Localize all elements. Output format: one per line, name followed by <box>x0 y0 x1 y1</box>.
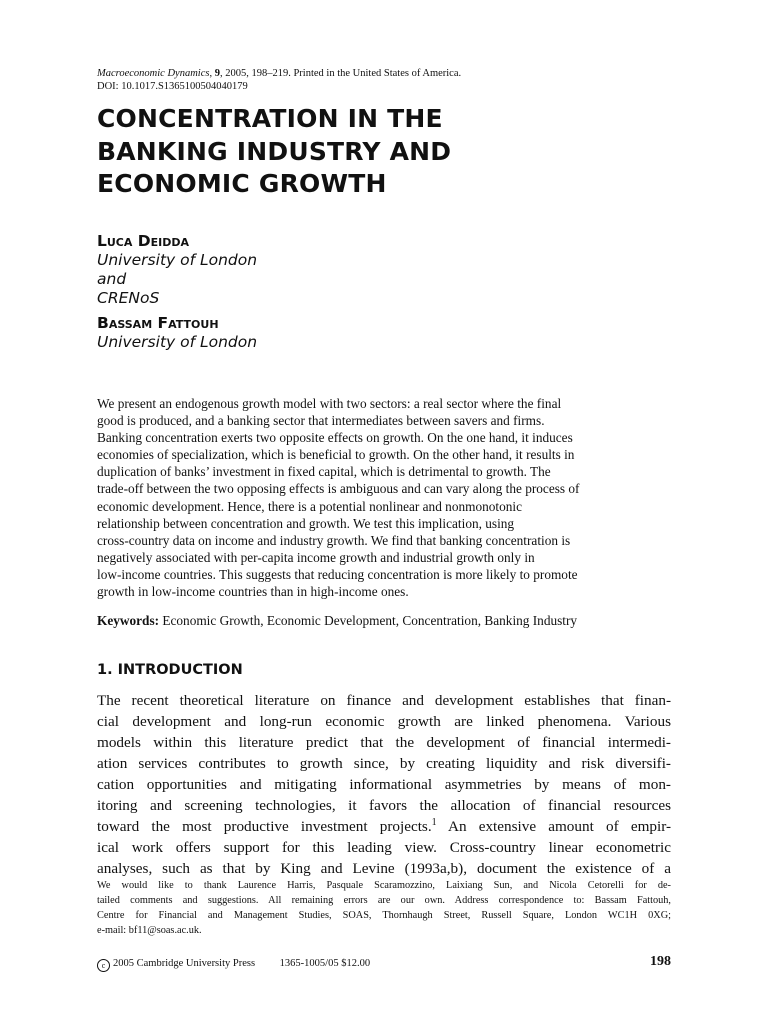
footnote-marker[interactable]: 1 <box>431 816 437 828</box>
intro-text: toward the most productive investment projects. <box>97 818 432 835</box>
author-affiliation: University of London <box>97 251 258 269</box>
author <box>97 232 257 308</box>
intro-line: models within this literature predict that the development of financial intermedi- <box>97 734 671 751</box>
copyright-text: 2005 Cambridge University Press <box>113 958 256 969</box>
abstract-line: low-income countries. This suggests that reducing concentration is more likely to promote <box>97 566 578 582</box>
citation-line: Macroeconomic Dynamics, 9, 2005, 198–219. Printed in the United States of America. <box>97 68 462 79</box>
author-name: Bassam Fattouh <box>97 314 219 332</box>
intro-paragraph <box>97 690 671 879</box>
footnote-line: Centre for Financial and Management Studies, SOAS, Thornhaugh Street, Russell Square, London WC1H 0XG; <box>97 910 671 921</box>
footnote-line: We would like to thank Laurence Harris, Pasquale Scaramozzino, Laixiang Sun, and Nicola Cetorelli for de- <box>97 880 671 891</box>
intro-line: itoring and screening technologies, it favors the allocation of financial resources <box>97 797 671 814</box>
section-heading: 1. INTRODUCTION <box>97 662 243 678</box>
page-footer <box>97 954 671 972</box>
citation-details: , 2005, 198–219. Printed in the United States of America. <box>219 68 462 79</box>
abstract-line: relationship between concentration and growth. We test this implication, using <box>97 515 515 531</box>
journal-header <box>97 67 461 93</box>
author-affiliation: CRENoS <box>97 289 160 307</box>
abstract <box>97 395 671 600</box>
keywords-text: Economic Growth, Economic Development, Concentration, Banking Industry <box>162 613 578 628</box>
acknowledgement-footnote <box>97 878 671 938</box>
title-line: ECONOMIC GROWTH <box>97 169 387 198</box>
author-block <box>97 232 257 352</box>
intro-line <box>97 816 671 837</box>
page-number: 198 <box>650 954 671 969</box>
footnote-line: tailed comments and suggestions. All remaining errors are our own. Address correspondence to: Bassam Fattouh, <box>97 895 671 906</box>
author-name: Luca Deidda <box>97 232 190 250</box>
article-title <box>97 103 657 201</box>
copyright-icon: c <box>97 959 110 972</box>
intro-line: cial development and long-run economic growth are linked phenomena. Various <box>97 713 671 730</box>
intro-line: ical work offers support for this leading view. Cross-country linear econometric <box>97 839 671 856</box>
footnote-line: e-mail: bf11@soas.ac.uk. <box>97 925 202 936</box>
intro-text: An extensive amount of empir- <box>436 818 672 835</box>
abstract-line: duplication of banks’ investment in fixed capital, which is detrimental to growth. The <box>97 464 551 480</box>
journal-name: Macroeconomic Dynamics <box>97 68 210 79</box>
abstract-line: trade-off between the two opposing effects is ambiguous and can vary along the process of <box>97 481 580 497</box>
author-affiliation: and <box>97 270 127 288</box>
journal-volume: 9 <box>214 68 220 79</box>
abstract-line: We present an endogenous growth model with two sectors: a real sector where the final <box>97 396 562 411</box>
intro-line: cation opportunities and mitigating informational asymmetries by means of mon- <box>97 776 671 793</box>
abstract-line: good is produced, and a banking sector that intermediates between savers and firms. <box>97 413 545 429</box>
keywords-label: Keywords: <box>97 613 160 628</box>
abstract-line: negatively associated with per-capita income growth and industrial growth only in <box>97 549 535 565</box>
abstract-line: Banking concentration exerts two opposite effects on growth. On the one hand, it induces <box>97 430 573 446</box>
abstract-line: growth in low-income countries than in high-income ones. <box>97 584 409 600</box>
intro-line: ation services contributes to growth since, by creating liquidity and risk diversifi- <box>97 755 671 772</box>
title-line: BANKING INDUSTRY AND <box>97 136 452 166</box>
intro-line: The recent theoretical literature on finance and development establishes that finan- <box>97 692 671 709</box>
author <box>97 314 257 352</box>
intro-line: analyses, such as that by King and Levine (1993a,b), document the existence of a <box>97 860 671 877</box>
abstract-line: cross-country data on income and industry growth. We find that banking concentration is <box>97 532 571 548</box>
title-line: CONCENTRATION IN THE <box>97 104 443 133</box>
keywords <box>97 612 671 629</box>
abstract-line: economic development. Hence, there is a potential nonlinear and nonmonotonic <box>97 498 522 514</box>
doi: DOI: 10.1017.S1365100504040179 <box>97 81 248 92</box>
abstract-line: economies of specialization, which is beneficial to growth. On the other hand, it results in <box>97 447 575 463</box>
issn-price: 1365-1005/05 $12.00 <box>279 958 371 969</box>
author-affiliation: University of London <box>97 333 258 351</box>
